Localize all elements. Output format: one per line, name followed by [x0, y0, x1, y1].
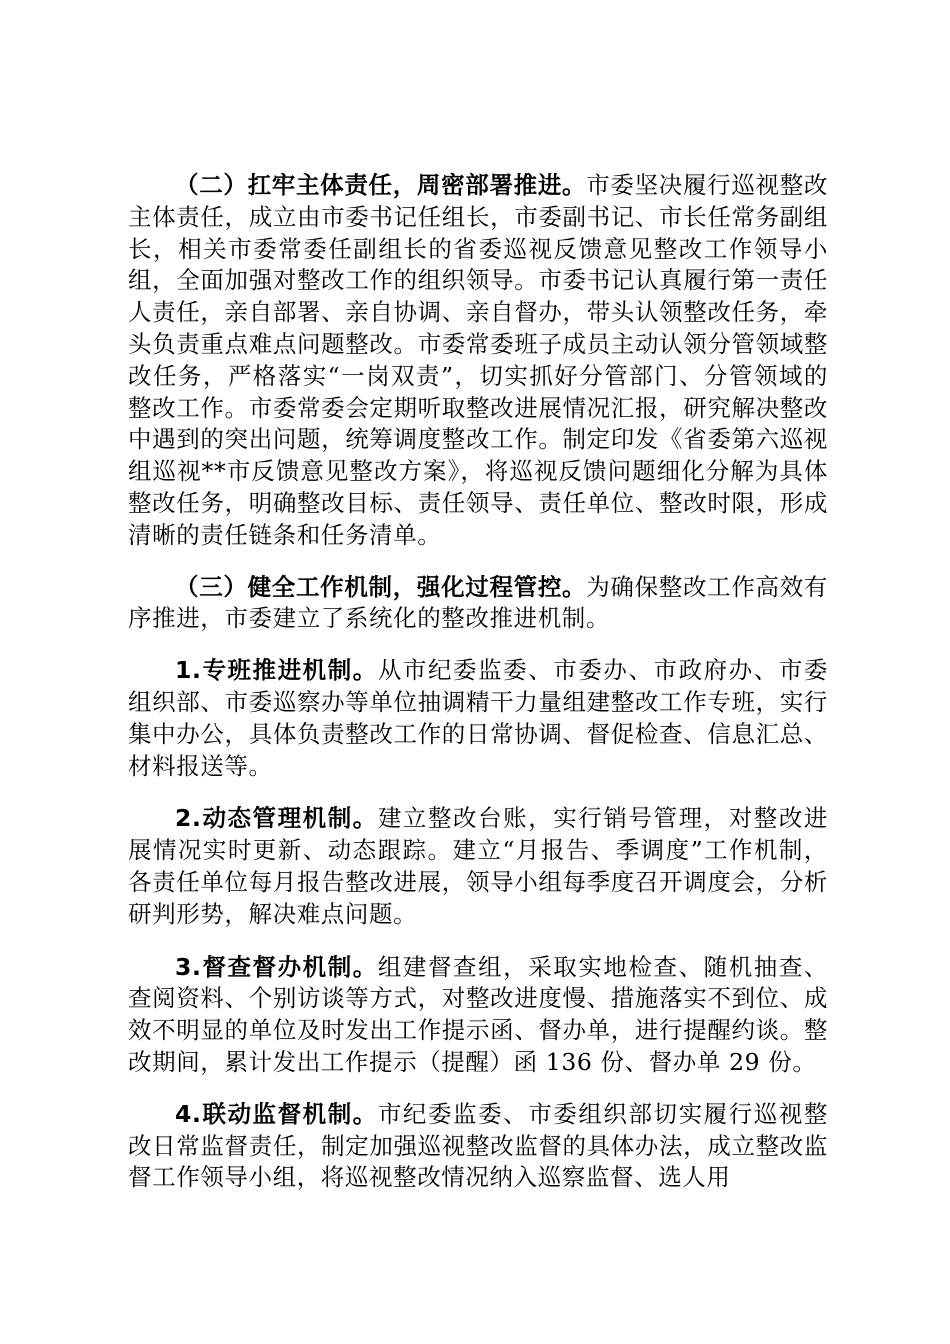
- paragraph-heading: （三）健全工作机制，强化过程管控。: [175, 572, 587, 601]
- paragraph-body: 组建督查组，采取实地检查、随机抽查、查阅资料、个别访谈等方式，对整改进度慢、措施落实不到位、成效不明显的单位及时发出工作提示函、督办单，进行提醒约谈。整改期间，累计发出工作提示（提醒）函 136 份、督办单 29 份。: [128, 952, 828, 1076]
- paragraph-body: 为确保整改工作高效有序推进，市委建立了系统化的整改推进机制。: [128, 572, 828, 633]
- paragraph-heading: 4.联动监督机制。: [175, 1099, 378, 1128]
- paragraph-responsibility: [128, 170, 828, 552]
- paragraph-body: 从市纪委监委、市委办、市政府办、市委组织部、市委巡察办等单位抽调精干力量组建整改工作专班，实行集中办公，具体负责整改工作的日常协调、督促检查、信息汇总、材料报送等。: [128, 656, 828, 780]
- paragraph-heading: 3.督查督办机制。: [175, 952, 378, 981]
- paragraph-body: 建立整改台账，实行销号管理，对整改进展情况实时更新、动态跟踪。建立“月报告、季调度”工作机制，各责任单位每月报告整改进展，领导小组每季度召开调度会，分析研判形势，解决难点问题。: [128, 804, 828, 928]
- paragraph-body: 市委坚决履行巡视整改主体责任，成立由市委书记任组长，市委副书记、市长任常务副组长，相关市委常委任副组长的省委巡视反馈意见整改工作领导小组，全面加强对整改工作的组织领导。市委书记认真履行第一责任人责任，亲自部署、亲自协调、亲自督办，带头认领整改任务，牵头负责重点难点问题整改。市委常委班子成员主动认领分管领域整改任务，严格落实“一岗双责”，切实抓好分管部门、分管领域的整改工作。市委常委会定期听取整改进展情况汇报，研究解决整改中遇到的突出问题，统筹调度整改工作。制定印发《省委第六巡视组巡视**市反馈意见整改方案》，将巡视反馈问题细化分解为具体整改任务，明确整改目标、责任领导、责任单位、整改时限，形成清晰的责任链条和任务清单。: [128, 171, 828, 549]
- paragraph-dynamic-management: [128, 803, 828, 930]
- paragraph-joint-oversight: [128, 1099, 828, 1194]
- paragraph-heading: 2.动态管理机制。: [175, 804, 378, 833]
- document-page: [128, 170, 828, 1212]
- paragraph-mechanism: [128, 572, 828, 636]
- paragraph-heading: 1.专班推进机制。: [175, 656, 378, 685]
- paragraph-heading: （二）扛牢主体责任，周密部署推进。: [175, 171, 587, 199]
- paragraph-supervision: [128, 952, 828, 1079]
- paragraph-body: 市纪委监委、市委组织部切实履行巡视整改日常监督责任，制定加强巡视整改监督的具体办法，成立整改监督工作领导小组，将巡视整改情况纳入巡察监督、选人用: [128, 1099, 828, 1192]
- paragraph-task-force: [128, 655, 828, 782]
